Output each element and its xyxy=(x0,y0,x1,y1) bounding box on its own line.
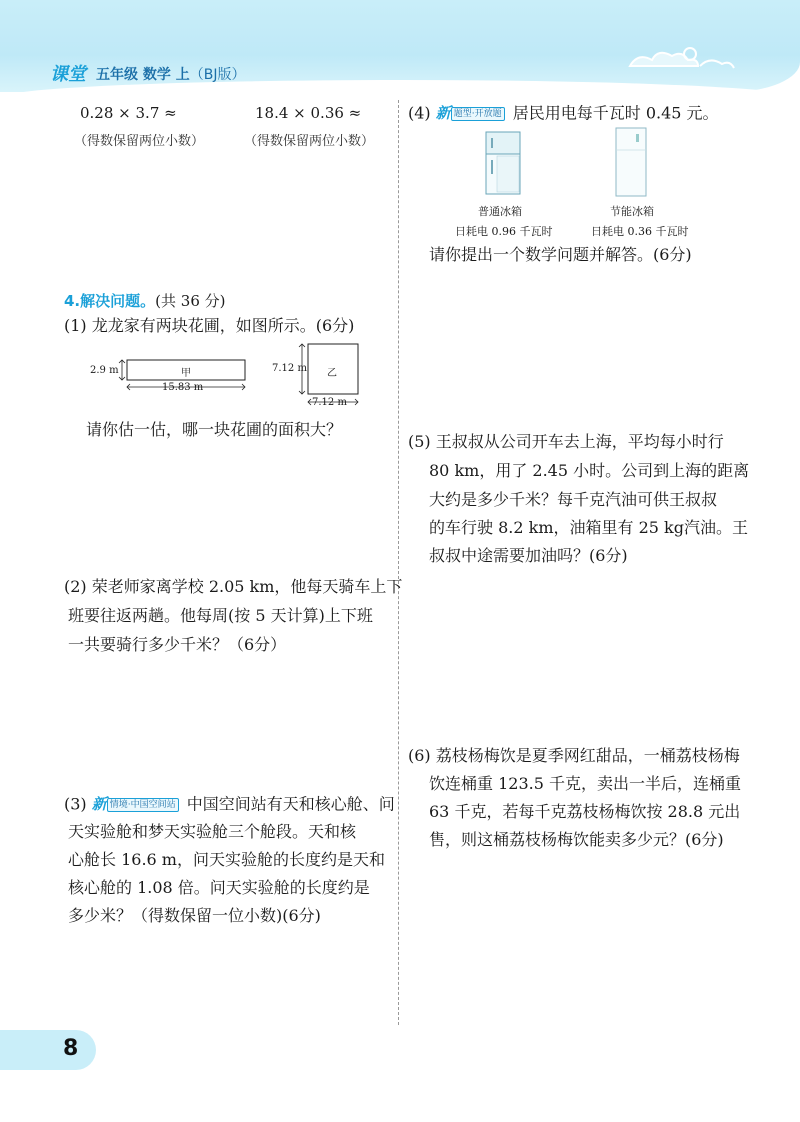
column-divider xyxy=(398,100,399,1025)
q6-line-4: 售，则这桶荔枝杨梅饮能卖多少元？(6分) xyxy=(429,830,724,849)
q3-badge-tag: 情境·中国空间站 xyxy=(107,798,179,812)
jia-width-label: 15.83 m xyxy=(162,382,204,393)
q5-line-2: 80 km，用了 2.45 小时。公司到上海的距离 xyxy=(429,461,750,480)
section-number: 4. xyxy=(64,292,81,310)
q3-line-2: 天实验舱和梦天实验舱三个舱段。天和核 xyxy=(68,822,357,841)
jia-height-label: 2.9 m xyxy=(90,365,119,376)
q4-badge-tag: 题型·开放题 xyxy=(451,107,505,121)
regular-fridge-icon xyxy=(483,130,523,196)
q3-first-line: 中国空间站有天和核心舱、问 xyxy=(186,794,395,814)
q3-badge xyxy=(92,794,179,814)
q3-number: (3) xyxy=(64,794,87,814)
q2-line-3: 一共要骑行多少千米？（6分） xyxy=(68,635,287,654)
new-mark-icon: 新 xyxy=(91,795,107,813)
section-name: 解决问题。 xyxy=(80,292,156,310)
q1-prompt: 请你估一估，哪一块花圃的面积大？ xyxy=(86,420,343,439)
q5-line-3: 大约是多少千米？每千克汽油可供王叔叔 xyxy=(429,490,718,509)
yi-name-label: 乙 xyxy=(327,368,337,379)
q3-line-5: 多少米？（得数保留一位小数)(6分) xyxy=(68,906,321,925)
expr-1-note: （得数保留两位小数） xyxy=(74,134,205,149)
q5-line-1: (5) 王叔叔从公司开车去上海，平均每小时行 xyxy=(408,432,724,451)
regular-fridge-usage: 日耗电 0.96 千瓦时 xyxy=(455,225,553,238)
q6-line-2: 饮连桶重 123.5 千克，卖出一半后，连桶重 xyxy=(429,774,741,793)
q3-heading xyxy=(64,794,395,816)
page-number-tab xyxy=(0,1030,96,1070)
q4-heading xyxy=(408,103,719,125)
new-mark-icon: 新 xyxy=(435,104,451,122)
cloud-decoration-icon xyxy=(620,36,740,76)
q6-line-3: 63 千克，若每千克荔枝杨梅饮按 28.8 元出 xyxy=(429,802,741,821)
section-score: (共 36 分) xyxy=(155,292,226,310)
q4-number: (4) xyxy=(408,103,431,123)
brand-logo-text: 课堂 xyxy=(50,64,86,85)
q1-text: (1) 龙龙家有两块花圃，如图所示。(6分) xyxy=(64,316,355,335)
q2-line-2: 班要往返两趟。他每周(按 5 天计算)上下班 xyxy=(68,606,373,625)
energy-fridge-name: 节能冰箱 xyxy=(610,205,654,218)
yi-height-label: 7.12 m xyxy=(272,363,307,374)
energy-fridge-usage: 日耗电 0.36 千瓦时 xyxy=(591,225,689,238)
q4-badge xyxy=(436,103,505,123)
q4-text: 居民用电每千瓦时 0.45 元。 xyxy=(512,103,719,123)
q5-line-4: 的车行驶 8.2 km，油箱里有 25 kg汽油。王 xyxy=(429,518,748,537)
q5-line-5: 叔叔中途需要加油吗？(6分) xyxy=(429,546,628,565)
q6-line-1: (6) 荔枝杨梅饮是夏季网红甜品，一桶荔枝杨梅 xyxy=(408,746,740,765)
header-edition: （BJ版） xyxy=(189,67,246,83)
q4-prompt: 请你提出一个数学问题并解答。(6分) xyxy=(429,245,692,264)
header-title-text: 五年级 数学 上 xyxy=(96,67,190,83)
q3-line-4: 核心舱的 1.08 倍。问天实验舱的长度约是 xyxy=(68,878,370,897)
expr-2-note: （得数保留两位小数） xyxy=(244,134,375,149)
q3-line-3: 心舱长 16.6 m，问天实验舱的长度约是天和 xyxy=(68,850,385,869)
expr-2: 18.4 × 0.36 ≈ xyxy=(255,104,362,122)
page-number: 8 xyxy=(63,1036,79,1061)
regular-fridge-name: 普通冰箱 xyxy=(478,205,522,218)
yi-width-label: 7.12 m xyxy=(312,397,347,408)
jia-name-label: 甲 xyxy=(181,368,191,379)
q2-line-1: (2) 荣老师家离学校 2.05 km，他每天骑车上下 xyxy=(64,577,403,596)
page-header-title xyxy=(96,64,245,84)
brand-logo-icon xyxy=(48,56,100,86)
expr-1: 0.28 × 3.7 ≈ xyxy=(80,104,177,122)
energy-saving-fridge-icon xyxy=(614,126,648,198)
section-4-title xyxy=(64,290,225,311)
